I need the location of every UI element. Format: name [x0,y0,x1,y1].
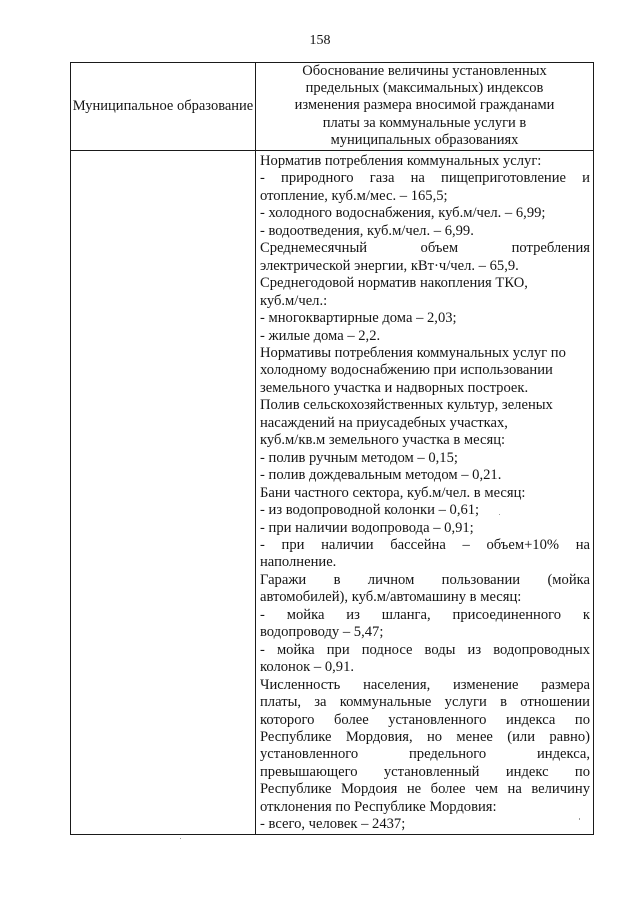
text-line: колонок – 0,91. [260,659,355,676]
header-line: изменения размера вносимой гражданами [294,97,555,114]
scan-speck [579,818,580,820]
text-line: которого более установленного индекса по [260,711,590,728]
text-line: Бани частного сектора, куб.м/чел. в месяц: [260,484,526,501]
text-line: Гаражи в личном пользовании (мойка [260,571,590,588]
text-line: куб.м/кв.м земельного участка в месяц: [260,432,506,449]
text-line: автомобилей), куб.м/автомашину в месяц: [260,589,522,606]
text-line: - полив дождевальным методом – 0,21. [260,467,502,484]
text-line: земельного участка и надворных построек. [260,379,529,396]
justification-table [70,62,594,835]
text-line: - мойка из шланга, присоединенного к [260,606,590,623]
header-justification-text [256,63,593,149]
text-line: Численность населения, изменение размера [260,676,590,693]
text-line: - природного газа на пищеприготовление и [260,170,590,187]
body-justification-cell [256,151,594,835]
text-line: - жилые дома – 2,2. [260,327,381,344]
text-line: превышающего установленный индекс по [260,763,590,780]
text-line: Полив сельскохозяйственных культур, зеленых [260,397,553,414]
text-line: установленного предельного индекса, [260,746,590,763]
text-line: - холодного водоснабжения, куб.м/чел. – 6,99; [260,205,546,222]
text-line: отклонения по Республике Мордовия: [260,798,497,815]
text-line: - мойка при подносе воды из водопроводных [260,641,590,658]
text-line: Республике Мордовия, но менее (или равно) [260,728,590,745]
header-line: муниципальных образованиях [330,131,519,148]
text-line: Нормативы потребления коммунальных услуг по [260,344,566,361]
table-header-row [71,63,594,151]
text-line: - полив ручным методом – 0,15; [260,449,458,466]
text-line: Среднемесячный объем потребления [260,240,590,257]
text-line: - при наличии водопровода – 0,91; [260,519,474,536]
text-line: - при наличии бассейна – объем+10% на [260,536,590,553]
text-line: Республике Мордоия не более чем на величину [260,781,590,798]
table-body-row [71,151,594,835]
header-municipality: Муниципальное образование [71,63,256,151]
text-line: отопление, куб.м/мес. – 165,5; [260,187,448,204]
text-line: Среднегодовой норматив накопления ТКО, [260,275,528,292]
text-line: холодному водоснабжению при использовании [260,362,553,379]
text-line: Норматив потребления коммунальных услуг: [260,153,542,169]
header-line: Обоснование величины установленных [302,63,547,79]
text-line: куб.м/чел.: [260,292,328,309]
header-line: предельных (максимальных) индексов [305,80,544,97]
header-line: платы за коммунальные услуги в [322,114,527,131]
page-number: 158 [309,33,331,48]
text-line: наполнение. [260,554,337,571]
text-line: водопроводу – 5,47; [260,624,384,641]
text-line: электрической энергии, кВт·ч/чел. – 65,9. [260,257,519,274]
body-municipality-cell [71,151,256,835]
scan-speck [499,514,500,515]
text-line: - многоквартирные дома – 2,03; [260,310,457,327]
justification-text [260,153,590,834]
header-justification [256,63,594,151]
text-line: - всего, человек – 2437; [260,816,406,833]
scan-speck [180,838,181,839]
text-line: насаждений на приусадебных участках, [260,414,508,431]
text-line: платы, за коммунальные услуги в отношении [260,694,590,711]
text-line: - из водопроводной колонки – 0,61; [260,502,480,519]
text-line: - водоотведения, куб.м/чел. – 6,99. [260,222,474,239]
